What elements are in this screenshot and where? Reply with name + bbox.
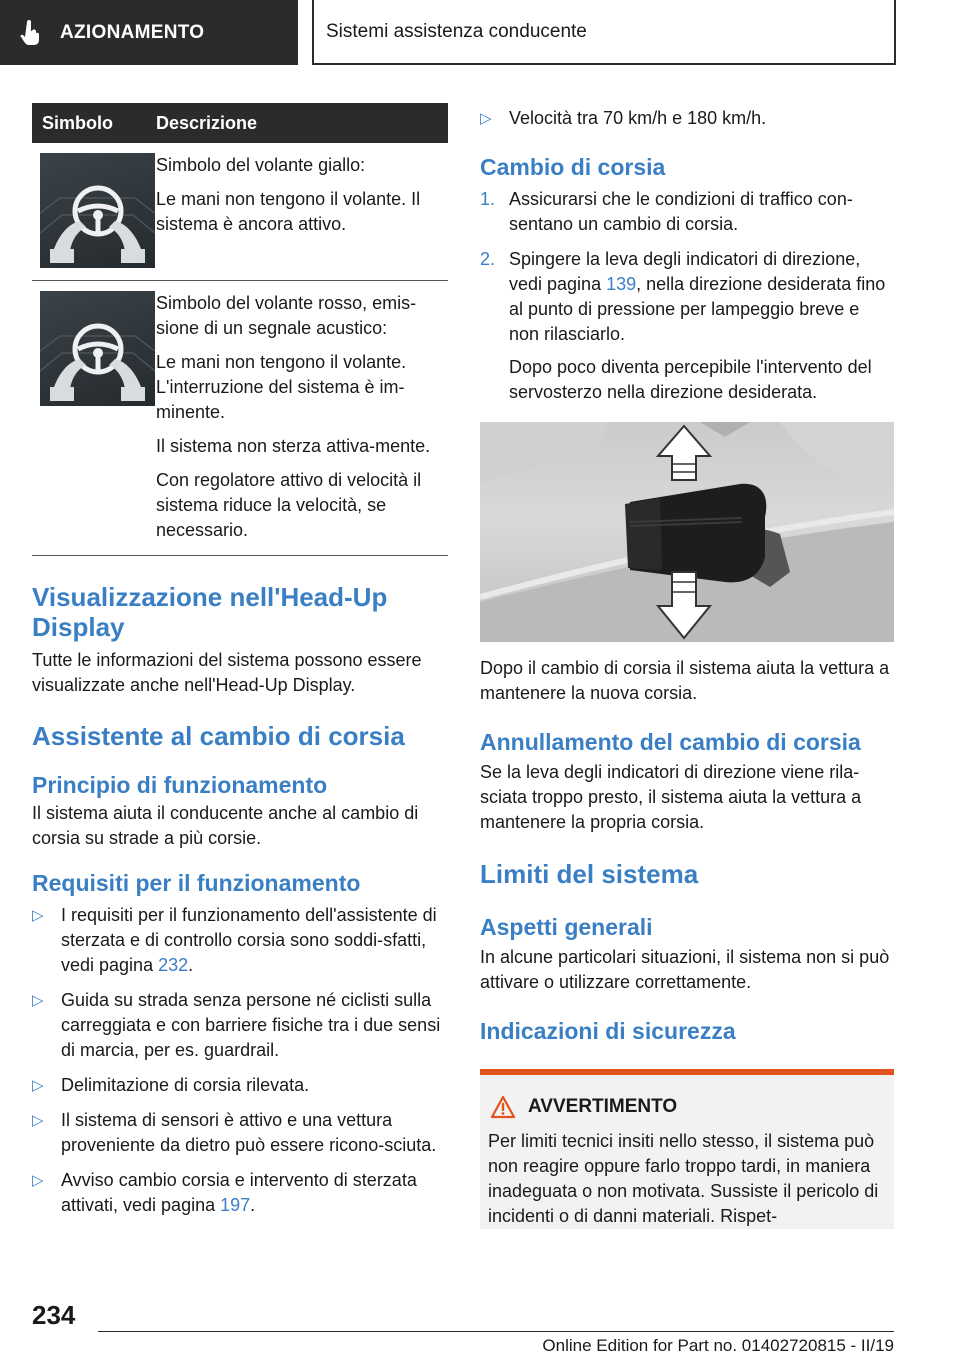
left-column	[32, 103, 448, 1218]
description-line: Il sistema non sterza attiva-mente.	[156, 436, 431, 456]
table-row	[32, 143, 448, 281]
triangle-bullet-icon: ▷	[32, 1112, 44, 1129]
description-line: Le mani non tengono il volante. L'interruzione del sistema è im-minente.	[156, 352, 407, 422]
col-symbol-header: Simbolo	[42, 112, 113, 133]
list-item: ▷ Guida su strada senza persone né ciclisti sulla carreggiata e con barriere fisiche tra i due sensi di marcia, per es. guardrail.	[32, 990, 441, 1060]
hud-heading: Visualizzazione nell'Head-Up Display	[32, 582, 388, 642]
lca-heading: Assistente al cambio di corsia	[32, 721, 405, 751]
triangle-bullet-icon: ▷	[32, 992, 44, 1009]
requirements-list-continued	[480, 106, 894, 131]
list-item: ▷ Velocità tra 70 km/h e 180 km/h.	[480, 106, 894, 131]
list-item: ▷ Il sistema di sensori è attivo e una vettura proveniente da dietro può essere ricono-sciuta.	[32, 1110, 437, 1155]
pointing-hand-icon	[0, 20, 60, 46]
principle-text: Il sistema aiuta il conducente anche al cambio di corsia su strade a più corsie.	[32, 803, 419, 848]
page-link[interactable]: 232	[158, 955, 189, 975]
description-line: Simbolo del volante rosso, emis-sione di un segnale acustico:	[156, 293, 417, 338]
table-row	[32, 281, 448, 556]
cancel-heading: Annullamento del cambio di corsia	[480, 729, 861, 755]
section-tab	[0, 0, 298, 65]
chapter-title: Sistemi assistenza conducente	[326, 20, 587, 42]
description-line: Simbolo del volante giallo:	[156, 155, 366, 175]
warning-label: AVVERTIMENTO	[528, 1096, 678, 1117]
col-description-header: Descrizione	[156, 112, 258, 133]
triangle-bullet-icon: ▷	[32, 1172, 44, 1189]
after-image-text: Dopo il cambio di corsia il sistema aiuta la vettura a mantenere la nuova corsia.	[480, 658, 890, 703]
triangle-bullet-icon: ▷	[32, 1077, 44, 1094]
description-line: Le mani non tengono il volante. Il sistema è ancora attivo.	[156, 189, 421, 234]
chapter-header	[312, 0, 896, 65]
page-link[interactable]: 197	[220, 1195, 251, 1215]
general-text: In alcune particolari situazioni, il sistema non si può attivare o utilizzare correttamente.	[480, 947, 890, 992]
step-number: 1.	[480, 189, 496, 209]
warning-text: Per limiti tecnici insiti nello stesso, il sistema può non reagire oppure farlo troppo tardi, in maniera inadeguata o non motivata. Sussiste il pericolo di incidenti o di danni materiali. Rispet-	[488, 1131, 879, 1226]
warning-title	[488, 1095, 886, 1119]
lane-change-steps	[480, 187, 894, 405]
page-link[interactable]: 139	[606, 274, 637, 294]
lane-change-heading: Cambio di corsia	[480, 154, 666, 180]
list-item: 2. Spingere la leva degli indicatori di direzione, vedi pagina 139, nella direzione desiderata fino al punto di pressione per lampeggio breve e non rilasciarlo. Dopo poco diventa percepibile l'intervento del servosterzo nella direzione desiderata.	[480, 247, 894, 405]
requirements-list	[32, 903, 448, 1218]
warning-box	[480, 1069, 894, 1229]
list-item: ▷ Avviso cambio corsia e intervento di sterzata attivati, vedi pagina 197.	[32, 1170, 417, 1215]
page-number: 234	[32, 1300, 76, 1330]
section-title: AZIONAMENTO	[60, 21, 205, 43]
triangle-bullet-icon: ▷	[32, 907, 44, 924]
limits-heading: Limiti del sistema	[480, 859, 699, 889]
cancel-text: Se la leva degli indicatori di direzione viene rila-sciata troppo presto, il sistema aiuta la vettura a mantenere la propria corsia.	[480, 762, 862, 832]
warning-triangle-icon	[490, 1095, 516, 1119]
triangle-bullet-icon: ▷	[480, 110, 492, 127]
hud-text: Tutte le informazioni del sistema possono essere visualizzate anche nell'Head-Up Display.	[32, 650, 422, 695]
steering-wheel-red-icon	[40, 291, 155, 406]
row-description	[156, 153, 448, 268]
list-item: ▷ I requisiti per il funzionamento dell'assistente di sterzata e di controllo corsia sono soddi-sfatti, vedi pagina 232.	[32, 905, 437, 975]
turn-signal-lever-photo	[480, 422, 894, 642]
requirements-heading: Requisiti per il funzionamento	[32, 870, 361, 896]
footer-rule	[98, 1331, 894, 1332]
symbol-table-header	[32, 103, 448, 143]
principle-heading: Principio di funzionamento	[32, 772, 328, 798]
general-heading: Aspetti generali	[480, 914, 653, 940]
step-number: 2.	[480, 249, 496, 269]
steering-wheel-yellow-icon	[40, 153, 155, 268]
footer-edition: Online Edition for Part no. 01402720815 - II/19	[542, 1336, 894, 1355]
list-item: 1. Assicurarsi che le condizioni di traffico con-sentano un cambio di corsia.	[480, 189, 853, 234]
row-description	[156, 291, 448, 543]
list-item: ▷ Delimitazione di corsia rilevata.	[32, 1073, 448, 1098]
right-column	[480, 103, 894, 1229]
safety-heading: Indicazioni di sicurezza	[480, 1018, 736, 1044]
step-note: Dopo poco diventa percepibile l'intervento del servosterzo nella direzione desiderata.	[509, 357, 872, 402]
description-line: Con regolatore attivo di velocità il sistema riduce la velocità, se necessario.	[156, 470, 422, 540]
